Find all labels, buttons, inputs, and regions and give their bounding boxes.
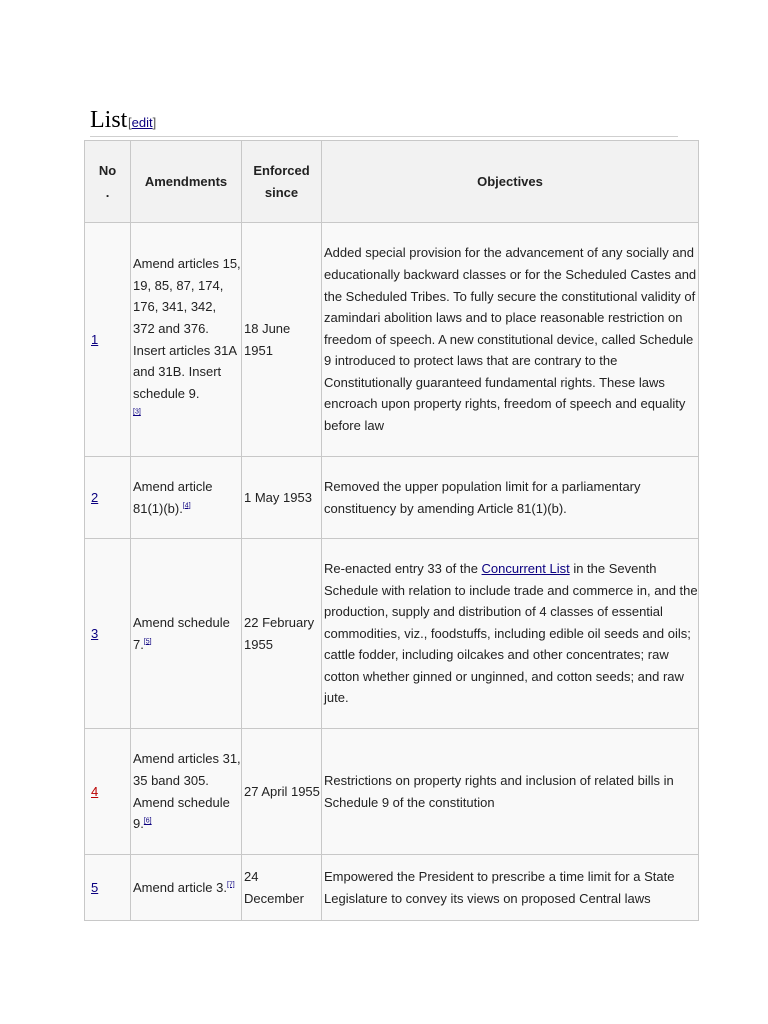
edit-link[interactable]: edit	[131, 115, 153, 130]
section-heading	[90, 106, 678, 137]
amendment-number-link[interactable]: 3	[91, 625, 99, 641]
enforced-cell: 22 February 1955	[242, 539, 322, 729]
header-no	[85, 141, 131, 223]
table-row	[85, 539, 699, 729]
amendment-cell	[131, 457, 242, 539]
amendment-number-link[interactable]: 1	[91, 331, 99, 347]
amendment-number-link[interactable]: 2	[91, 489, 99, 505]
amendment-cell	[131, 729, 242, 855]
edit-bracket-open: [	[128, 115, 132, 130]
header-enforced-line1: Enforced	[253, 162, 310, 178]
header-objectives: Objectives	[322, 141, 699, 223]
header-no-line2: .	[105, 184, 110, 200]
table-row	[85, 855, 699, 921]
amendment-cell	[131, 855, 242, 921]
table-header-row	[85, 141, 699, 223]
edit-section	[128, 115, 156, 130]
header-enforced	[242, 141, 322, 223]
amendments-table	[84, 140, 699, 921]
header-enforced-line2: since	[264, 184, 299, 200]
amendment-text: Amend article 81(1)(b).	[133, 478, 213, 516]
objective-text-after: in the Seventh Schedule with relation to include trade and commerce in, and the production, supply and distribution of 4 classes of essential commodities, viz., foodstuffs, including edible oil seeds and oils; cattle fodder, including oilcakes and other concentrates; raw cotton whether ginned or unginned, and cotton seeds; and raw jute.	[324, 560, 698, 706]
row-number-cell	[85, 539, 131, 729]
row-number-cell	[85, 729, 131, 855]
concurrent-list-link[interactable]: Concurrent List	[481, 560, 570, 576]
header-no-line1: No	[98, 162, 117, 178]
edit-bracket-close: ]	[152, 115, 157, 130]
amendment-cell	[131, 223, 242, 457]
enforced-cell: 1 May 1953	[242, 457, 322, 539]
amendment-number-link[interactable]: 4	[91, 783, 99, 799]
amendment-cell	[131, 539, 242, 729]
reference-link[interactable]: [5]	[143, 638, 152, 646]
amendment-number-link[interactable]: 5	[91, 879, 99, 895]
objective-cell	[322, 539, 699, 729]
enforced-cell: 24 December	[242, 855, 322, 921]
table-row	[85, 223, 699, 457]
reference-link[interactable]: [6]	[143, 817, 152, 825]
row-number-cell	[85, 855, 131, 921]
row-number-cell	[85, 457, 131, 539]
objective-cell: Restrictions on property rights and inclusion of related bills in Schedule 9 of the constitution	[322, 729, 699, 855]
objective-cell: Empowered the President to prescribe a time limit for a State Legislature to convey its views on proposed Central laws	[322, 855, 699, 921]
table-row	[85, 457, 699, 539]
objective-text-before: Re-enacted entry 33 of the	[324, 560, 482, 576]
enforced-cell: 27 April 1955	[242, 729, 322, 855]
amendment-text: Amend schedule 7.	[133, 614, 230, 652]
reference-link[interactable]: [3]	[133, 408, 141, 416]
amendment-text: Amend article 3.	[133, 879, 227, 895]
section-title: List	[90, 107, 128, 133]
amendment-text: Amend articles 31, 35 band 305. Amend schedule 9.	[133, 751, 241, 832]
objective-cell: Removed the upper population limit for a parliamentary constituency by amending Article 81(1)(b).	[322, 457, 699, 539]
table-row	[85, 729, 699, 855]
reference-link[interactable]: [4]	[182, 502, 191, 510]
reference-link[interactable]: [7]	[226, 881, 235, 889]
amendment-text: Amend articles 15, 19, 85, 87, 174, 176, 341, 342, 372 and 376. Insert articles 31A and 31B. Insert schedule 9.	[133, 256, 241, 401]
enforced-cell: 18 June 1951	[242, 223, 322, 457]
objective-cell: Added special provision for the advancement of any socially and educationally backward classes or for the Scheduled Castes and the Scheduled Tribes. To fully secure the constitutional validity of zamindari abolition laws and to place reasonable restriction on freedom of speech. A new constitutional device, called Schedule 9 introduced to protect laws that are contrary to the Constitutionally guaranteed fundamental rights. These laws encroach upon property rights, freedom of speech and equality before law	[322, 223, 699, 457]
row-number-cell	[85, 223, 131, 457]
header-amendments: Amendments	[131, 141, 242, 223]
